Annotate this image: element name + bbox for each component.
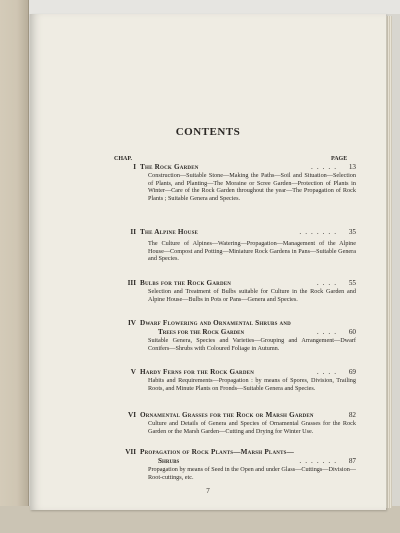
toc-entry [118, 228, 356, 263]
chapter-description: Suitable Genera, Species and Varieties—Grouping and Arrangement—Dwarf Conifers—Shrubs with Coloured Foliage in Autumn. [148, 337, 356, 352]
contents-heading: CONTENTS [175, 126, 241, 138]
page-number: 60 [348, 328, 356, 336]
page-number: 35 [348, 228, 356, 236]
chapter-title: The Rock Garden [140, 163, 199, 171]
toc-entry [118, 448, 356, 481]
chapter-description: The Culture of Alpines—Watering—Propagation—Management of the Alpine House—Compost and Potting—Miniature Rock Gardens in Pans—Suitable Genera and Species. [148, 240, 356, 263]
chapter-title: Ornamental Grasses for the Rock or Marsh Garden [140, 411, 314, 419]
chapter-title: Bulbs for the Rock Garden [140, 279, 232, 287]
chapter-number: II [130, 228, 136, 236]
folio-page-number: 7 [206, 487, 210, 495]
page-number: 82 [348, 411, 356, 419]
chapter-number: I [133, 163, 136, 171]
chapter-column-label: CHAP. [114, 156, 132, 162]
chapter-number: VI [128, 411, 136, 419]
toc-entry [118, 411, 356, 435]
leader-dots: .... [316, 368, 340, 376]
page-number: 55 [348, 279, 356, 287]
chapter-description: Culture and Details of Genera and Species of Ornamental Grasses for the Rock Garden or the Marsh Garden—Cutting and Drying for Winter Use. [148, 420, 356, 435]
book-cover-bottom [0, 506, 400, 533]
leader-dots: ..... [311, 163, 340, 171]
chapter-title: Hardy Ferns for the Rock Garden [140, 368, 255, 376]
chapter-description: Propagation by means of Seed in the Open and under Glass—Cuttings—Division—Root-cuttings, etc. [148, 466, 356, 481]
leader-dots: .... [316, 328, 340, 336]
chapter-title: The Alpine House [140, 228, 199, 236]
chapter-description: Construction—Suitable Stone—Making the Paths—Soil and Situation—Selection of Plants, and Planting—The Moraine or Scree Garden—Protection of Plants in Winter—Care of the Rock Garden throughout the year—The Propagation of Rock Plants ; Suitable Genera and Species. [148, 172, 356, 202]
leader-dots: ....... [299, 228, 340, 236]
chapter-title-continued: Trees for the Rock Garden [158, 328, 245, 336]
leader-dots: .... [316, 279, 340, 287]
chapter-number: III [127, 279, 136, 287]
chapter-title: Propagation of Rock Plants—Marsh Plants— [140, 448, 294, 456]
page-stack-edge [386, 16, 392, 508]
toc-entry [118, 319, 356, 352]
book-page [30, 14, 386, 510]
toc-entry [118, 163, 356, 202]
chapter-number: V [130, 368, 136, 376]
toc-entry [118, 368, 356, 392]
backdrop [0, 0, 400, 14]
leader-dots: ....... [299, 457, 340, 465]
chapter-description: Selection and Treatment of Bulbs suitable for Culture in the Rock Garden and Alpine House—Bulbs in Pots or Pans—Genera and Species. [148, 288, 356, 303]
chapter-title-continued: Shrubs [158, 457, 180, 465]
chapter-number: VII [125, 448, 136, 456]
book-cover-edge [0, 0, 29, 533]
chapter-title: Dwarf Flowering and Ornamental Shrubs and [140, 319, 291, 327]
page-number: 69 [348, 368, 356, 376]
chapter-number: IV [128, 319, 136, 327]
page-number: 13 [348, 163, 356, 171]
chapter-description: Habits and Requirements—Propagation : by means of Spores, Division, Trailing Roots, and Minute Plants on Fronds—Suitable Genera and Species. [148, 377, 356, 392]
toc-entry [118, 279, 356, 303]
page-number: 87 [348, 457, 356, 465]
page-column-label: PAGE [331, 156, 348, 162]
